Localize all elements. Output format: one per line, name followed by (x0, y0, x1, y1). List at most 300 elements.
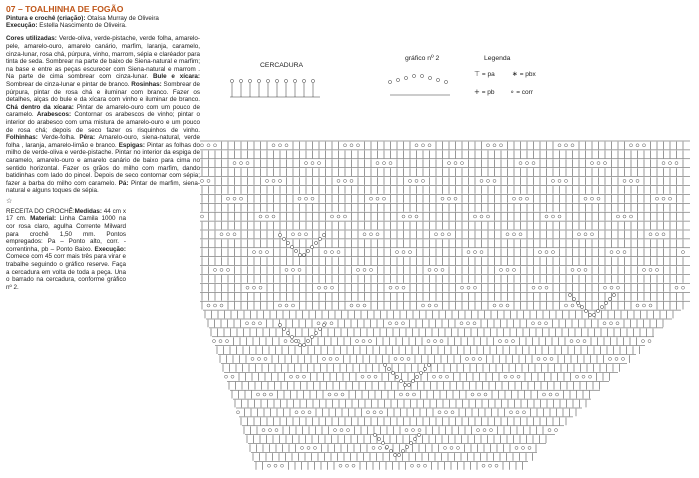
grid-chain (402, 286, 405, 289)
grid-chain (341, 393, 344, 396)
grid-chain (487, 144, 490, 147)
grid-chain (479, 357, 482, 360)
grid-chain (556, 393, 559, 396)
grid-chain (272, 179, 275, 182)
grid-chain (335, 393, 338, 396)
grid-chain (383, 197, 386, 200)
grid-chain (207, 304, 210, 307)
grid-chain (363, 304, 366, 307)
grid-chain (370, 197, 373, 200)
grid-chain (522, 446, 525, 449)
chevron-chain (405, 445, 408, 448)
grid-chain (363, 233, 366, 236)
chevron-chain (588, 313, 591, 316)
chevron-chain (310, 245, 313, 248)
grid-chain (402, 251, 405, 254)
grid-chain (427, 340, 430, 343)
chevron-chain (389, 449, 392, 452)
grid-chain (279, 144, 282, 147)
grafico-chain (388, 80, 391, 83)
grid-chain (275, 429, 278, 432)
grid-chain (538, 322, 541, 325)
grid-chain (331, 251, 334, 254)
grid-chain (589, 375, 592, 378)
grid-chain (610, 251, 613, 254)
grid-chain (461, 286, 464, 289)
recipe-label: RECEITA DO CROCHÊ: (6, 207, 75, 215)
grid-chain (682, 286, 685, 289)
grid-chain (336, 357, 339, 360)
grid-chain (519, 162, 522, 165)
grid-chain (552, 179, 555, 182)
grid-chain (396, 251, 399, 254)
grid-chain (552, 215, 555, 218)
grid-chain (523, 411, 526, 414)
grid-chain (584, 233, 587, 236)
grid-chain (383, 162, 386, 165)
grid-chain (532, 322, 535, 325)
grid-chain (246, 286, 249, 289)
edging-chain (239, 79, 242, 82)
grid-chain (500, 304, 503, 307)
grid-chain (597, 162, 600, 165)
grid-chain (648, 340, 651, 343)
grid-chain (622, 357, 625, 360)
grid-chain (246, 322, 249, 325)
cercadura-label: CERCADURA (260, 62, 304, 69)
grid-chain (337, 251, 340, 254)
grid-chain (415, 144, 418, 147)
grid-chain (565, 144, 568, 147)
page-title: 07 – TOALHINHA DE FOGÃO (6, 4, 124, 14)
grid-chain (415, 179, 418, 182)
chevron-chain (411, 379, 414, 382)
grid-chain (252, 322, 255, 325)
grid-chain (519, 233, 522, 236)
legend-item-pbx: ∗ = pbx (512, 70, 536, 78)
grid-chain (604, 162, 607, 165)
grid-chain (513, 197, 516, 200)
chevron-chain (318, 327, 321, 330)
bowl-label: Bule e xícara: (152, 73, 201, 81)
grid-chain (412, 429, 415, 432)
chevron-chain (290, 245, 293, 248)
grid-chain (448, 197, 451, 200)
grid-chain (649, 268, 652, 271)
grid-chain (495, 464, 498, 467)
grid-chain (649, 304, 652, 307)
grid-chain (511, 375, 514, 378)
grid-chain (281, 464, 284, 467)
measures-text: 44 cm x 17 cm. (6, 207, 127, 223)
grid-chain (610, 286, 613, 289)
grid-chain (539, 251, 542, 254)
grid-chain (565, 179, 568, 182)
grid-chain (264, 357, 267, 360)
grid-chain (220, 268, 223, 271)
grid-chain (493, 144, 496, 147)
grid-chain (515, 446, 518, 449)
grafico-chain (404, 76, 407, 79)
grid-chain (500, 144, 503, 147)
grid-chain (201, 144, 204, 147)
chevron-chain (298, 343, 301, 346)
chevron-chain (286, 241, 289, 244)
grid-chain (305, 162, 308, 165)
grid-chain (617, 286, 620, 289)
grid-chain (433, 375, 436, 378)
grid-chain (258, 357, 261, 360)
grid-chain (506, 268, 509, 271)
grid-chain (467, 286, 470, 289)
chevron-chain (568, 293, 571, 296)
grid-chain (617, 251, 620, 254)
grid-chain (292, 233, 295, 236)
chevron-chain (596, 309, 599, 312)
grid-chain (376, 162, 379, 165)
grid-chain (428, 268, 431, 271)
grid-chain (344, 215, 347, 218)
grid-chain (357, 304, 360, 307)
grid-chain (642, 340, 645, 343)
corr-symbol-icon: ∘ (510, 88, 515, 96)
grid-chain (510, 411, 513, 414)
grid-chain (444, 446, 447, 449)
grid-chain (274, 464, 277, 467)
grid-chain (448, 233, 451, 236)
grid-chain (296, 375, 299, 378)
grid-chain (311, 162, 314, 165)
grid-chain (682, 251, 685, 254)
grid-chain (662, 197, 665, 200)
edging-chain (302, 79, 305, 82)
grid-chain (577, 340, 580, 343)
grid-chain (526, 162, 529, 165)
legend-title: Legenda (484, 55, 511, 62)
grid-chain (623, 251, 626, 254)
grid-chain (311, 197, 314, 200)
grid-chain (643, 268, 646, 271)
cercadura-sample (230, 79, 320, 97)
grid-chain (609, 357, 612, 360)
grid-chain (284, 340, 287, 343)
grid-chain (441, 197, 444, 200)
edging-chain (284, 79, 287, 82)
legend-item-pb: + = pb (474, 88, 495, 96)
grid-chain (483, 429, 486, 432)
grid-chain (441, 268, 444, 271)
grid-chain (266, 215, 269, 218)
grid-chain (543, 393, 546, 396)
grid-chain (262, 429, 265, 432)
grafico-chain (396, 78, 399, 81)
grid-chain (467, 322, 470, 325)
grid-chain (490, 429, 493, 432)
grid-chain (471, 393, 474, 396)
grid-chain (347, 429, 350, 432)
tea-text: Pintar de amarelo-ouro com um pouco de caramelo. (6, 103, 201, 119)
grafico-chain (420, 74, 423, 77)
grid-chain (231, 375, 234, 378)
grid-chain (207, 144, 210, 147)
grid-chain (474, 286, 477, 289)
chevron-chain (383, 363, 386, 366)
chevron-chain (377, 437, 380, 440)
grid-chain (636, 144, 639, 147)
grafico-chain (412, 74, 415, 77)
roses-text: Sombrear de púrpura, pintar de rosa chá e iluminar com branco. Fazer os detalhes, alças do bule e da xícara com vinho e iluminar de branco. (6, 80, 200, 104)
grid-chain (295, 411, 298, 414)
grid-chain (480, 251, 483, 254)
grid-chain (506, 233, 509, 236)
crochet-recipe (6, 208, 126, 292)
edging-chain (257, 79, 260, 82)
grid-chain (478, 393, 481, 396)
grid-chain (214, 144, 217, 147)
grid-chain (357, 268, 360, 271)
chevron-chain (397, 453, 400, 456)
grid-chain (445, 411, 448, 414)
grid-chain (396, 286, 399, 289)
grid-chain (301, 446, 304, 449)
credits-execution: Execução: Estella Nascimento de Oliveira. (6, 22, 127, 30)
pa-symbol-icon: ⊤ (474, 70, 481, 78)
chevron-chain (612, 293, 615, 296)
grid-chain (330, 322, 333, 325)
grid-chain (450, 446, 453, 449)
grid-chain (474, 251, 477, 254)
grid-chain (428, 144, 431, 147)
chevron-chain (318, 237, 321, 240)
chevron-chain (282, 237, 285, 240)
grid-chain (314, 446, 317, 449)
grid-chain (266, 179, 269, 182)
grid-chain (214, 268, 217, 271)
grid-chain (513, 233, 516, 236)
chevron-chain (306, 249, 309, 252)
grid-chain (227, 233, 230, 236)
grid-chain (516, 411, 519, 414)
grid-chain (440, 340, 443, 343)
grid-chain (227, 197, 230, 200)
grid-chain (259, 286, 262, 289)
arabesques-label: Arabescos: (36, 111, 72, 119)
grid-chain (584, 268, 587, 271)
grid-chain (409, 215, 412, 218)
grid-chain (438, 411, 441, 414)
chevron-chain (413, 437, 416, 440)
grid-chain (591, 233, 594, 236)
grid-chain (636, 179, 639, 182)
grid-chain (480, 215, 483, 218)
grid-chain (435, 304, 438, 307)
grid-chain (584, 197, 587, 200)
text-column (6, 4, 200, 291)
chevron-chain (381, 441, 384, 444)
grid-chain (401, 357, 404, 360)
grid-chain (318, 162, 321, 165)
grid-chain (324, 251, 327, 254)
grid-chain (328, 393, 331, 396)
grid-chain (643, 304, 646, 307)
leaves-text: Verde-folha. (41, 134, 76, 142)
grid-chain (461, 162, 464, 165)
grafico-chain (444, 80, 447, 83)
grid-chain (266, 251, 269, 254)
grid-chain (402, 322, 405, 325)
grid-chain (578, 268, 581, 271)
grid-chain (270, 393, 273, 396)
grid-chain (477, 429, 480, 432)
chevron-chain (580, 305, 583, 308)
grid-chain (499, 340, 502, 343)
painting-instructions (6, 35, 200, 194)
chevron-chain (584, 309, 587, 312)
grid-chain (643, 144, 646, 147)
colors-text: Verde-oliva, verde-pistache, verde folha, amarelo-pele, amarelo-ouro, amarelo canário, marfim, laranja, caramelo, cinza-lunar, rosa chá, púrpura, vinho, marrom, sépia e claréador para tinta de seda. Sombrear na parte de baixo de Siena-natural e marfim; na base e entre as peças escurecer com Siena-natural e marrom . Na parte de cima sombrear com cinza-lunar. (6, 35, 201, 81)
chevron-chain (278, 233, 281, 236)
chevron-chain (302, 253, 305, 256)
chevron-chain (322, 233, 325, 236)
grid-chain (439, 375, 442, 378)
legend-item-corr: ∘ = corr (510, 88, 533, 96)
grid-chain (389, 162, 392, 165)
chevron-chain (278, 323, 281, 326)
chevron-chain (419, 371, 422, 374)
grid-chain (233, 233, 236, 236)
execution-text: Comece com 45 corr mais três para virar e trabalhe seguindo o gráfico reserve. Faça a cercadura em volta de toda a peça. Una o barrado na cercadura, conforme gráfico nº 2. (6, 253, 126, 291)
grid-chain (368, 375, 371, 378)
pbx-symbol-icon: ∗ (512, 70, 518, 78)
grid-chain (339, 464, 342, 467)
grid-chain (329, 357, 332, 360)
grid-chain (623, 215, 626, 218)
grid-chain (662, 233, 665, 236)
roses-label: Rosinhas: (131, 80, 162, 88)
grid-chain (369, 340, 372, 343)
grid-chain (285, 144, 288, 147)
grid-chain (246, 162, 249, 165)
grid-chain (526, 197, 529, 200)
grid-chain (466, 357, 469, 360)
grid-chain (630, 179, 633, 182)
grid-chain (298, 233, 301, 236)
grid-chain (545, 215, 548, 218)
grid-chain (448, 162, 451, 165)
grid-chain (302, 411, 305, 414)
grid-chain (656, 268, 659, 271)
grid-chain (669, 197, 672, 200)
grid-chain (406, 393, 409, 396)
grid-chain (636, 304, 639, 307)
grid-chain (454, 197, 457, 200)
grafico2-sample (388, 74, 450, 95)
grid-chain (279, 179, 282, 182)
grid-chain (489, 464, 492, 467)
grid-chain (373, 411, 376, 414)
grid-chain (259, 322, 262, 325)
grid-chain (379, 446, 382, 449)
grid-chain (272, 144, 275, 147)
chevron-chain (391, 371, 394, 374)
chevron-chain (407, 383, 410, 386)
grid-chain (285, 304, 288, 307)
grid-chain (317, 322, 320, 325)
grid-chain (253, 251, 256, 254)
grid-chain (237, 411, 240, 414)
grid-chain (337, 215, 340, 218)
grid-chain (434, 340, 437, 343)
chevron-chain (282, 327, 285, 330)
grid-chain (558, 179, 561, 182)
grid-chain (597, 197, 600, 200)
execution-label: Execução: (94, 245, 126, 253)
grid-chain (307, 446, 310, 449)
grid-chain (298, 197, 301, 200)
grid-chain (370, 233, 373, 236)
chevron-chain (294, 339, 297, 342)
grid-chain (292, 304, 295, 307)
grid-chain (219, 340, 222, 343)
chevron-chain (306, 339, 309, 342)
grid-chain (472, 357, 475, 360)
grid-chain (517, 375, 520, 378)
grid-chain (344, 179, 347, 182)
grid-chain (279, 304, 282, 307)
leaves-label: Folhinhas: (6, 134, 38, 142)
chevron-chain (592, 313, 595, 316)
grid-chain (220, 233, 223, 236)
grid-chain (305, 233, 308, 236)
grid-chain (350, 179, 353, 182)
pear-text: Amarelo-ouro, siena-natural, verde folha , laranja, amarelo-limão e branco. (6, 134, 201, 149)
grid-chain (617, 215, 620, 218)
grid-chain (394, 357, 397, 360)
grid-chain (487, 179, 490, 182)
grid-chain (213, 340, 216, 343)
grid-chain (669, 162, 672, 165)
grid-chain (350, 304, 353, 307)
grid-chain (604, 286, 607, 289)
grid-chain (233, 162, 236, 165)
grid-chain (549, 393, 552, 396)
material-label: Material: (30, 215, 57, 223)
chevron-chain (604, 301, 607, 304)
grid-chain (548, 429, 551, 432)
grid-chain (259, 251, 262, 254)
grid-chain (376, 197, 379, 200)
grid-chain (558, 215, 561, 218)
grid-chain (263, 393, 266, 396)
chevron-chain (427, 363, 430, 366)
grid-chain (467, 251, 470, 254)
grid-chain (504, 375, 507, 378)
grid-chain (555, 429, 558, 432)
grid-chain (225, 375, 228, 378)
grid-chain (519, 197, 522, 200)
grid-chain (500, 268, 503, 271)
grid-chain (532, 286, 535, 289)
grid-chain (487, 215, 490, 218)
grid-chain (269, 429, 272, 432)
grid-chain (591, 162, 594, 165)
chevron-chain (576, 301, 579, 304)
grid-chain (405, 429, 408, 432)
grid-chain (214, 304, 217, 307)
chevron-chain (387, 367, 390, 370)
grafico-chain (428, 76, 431, 79)
grid-chain (571, 268, 574, 271)
